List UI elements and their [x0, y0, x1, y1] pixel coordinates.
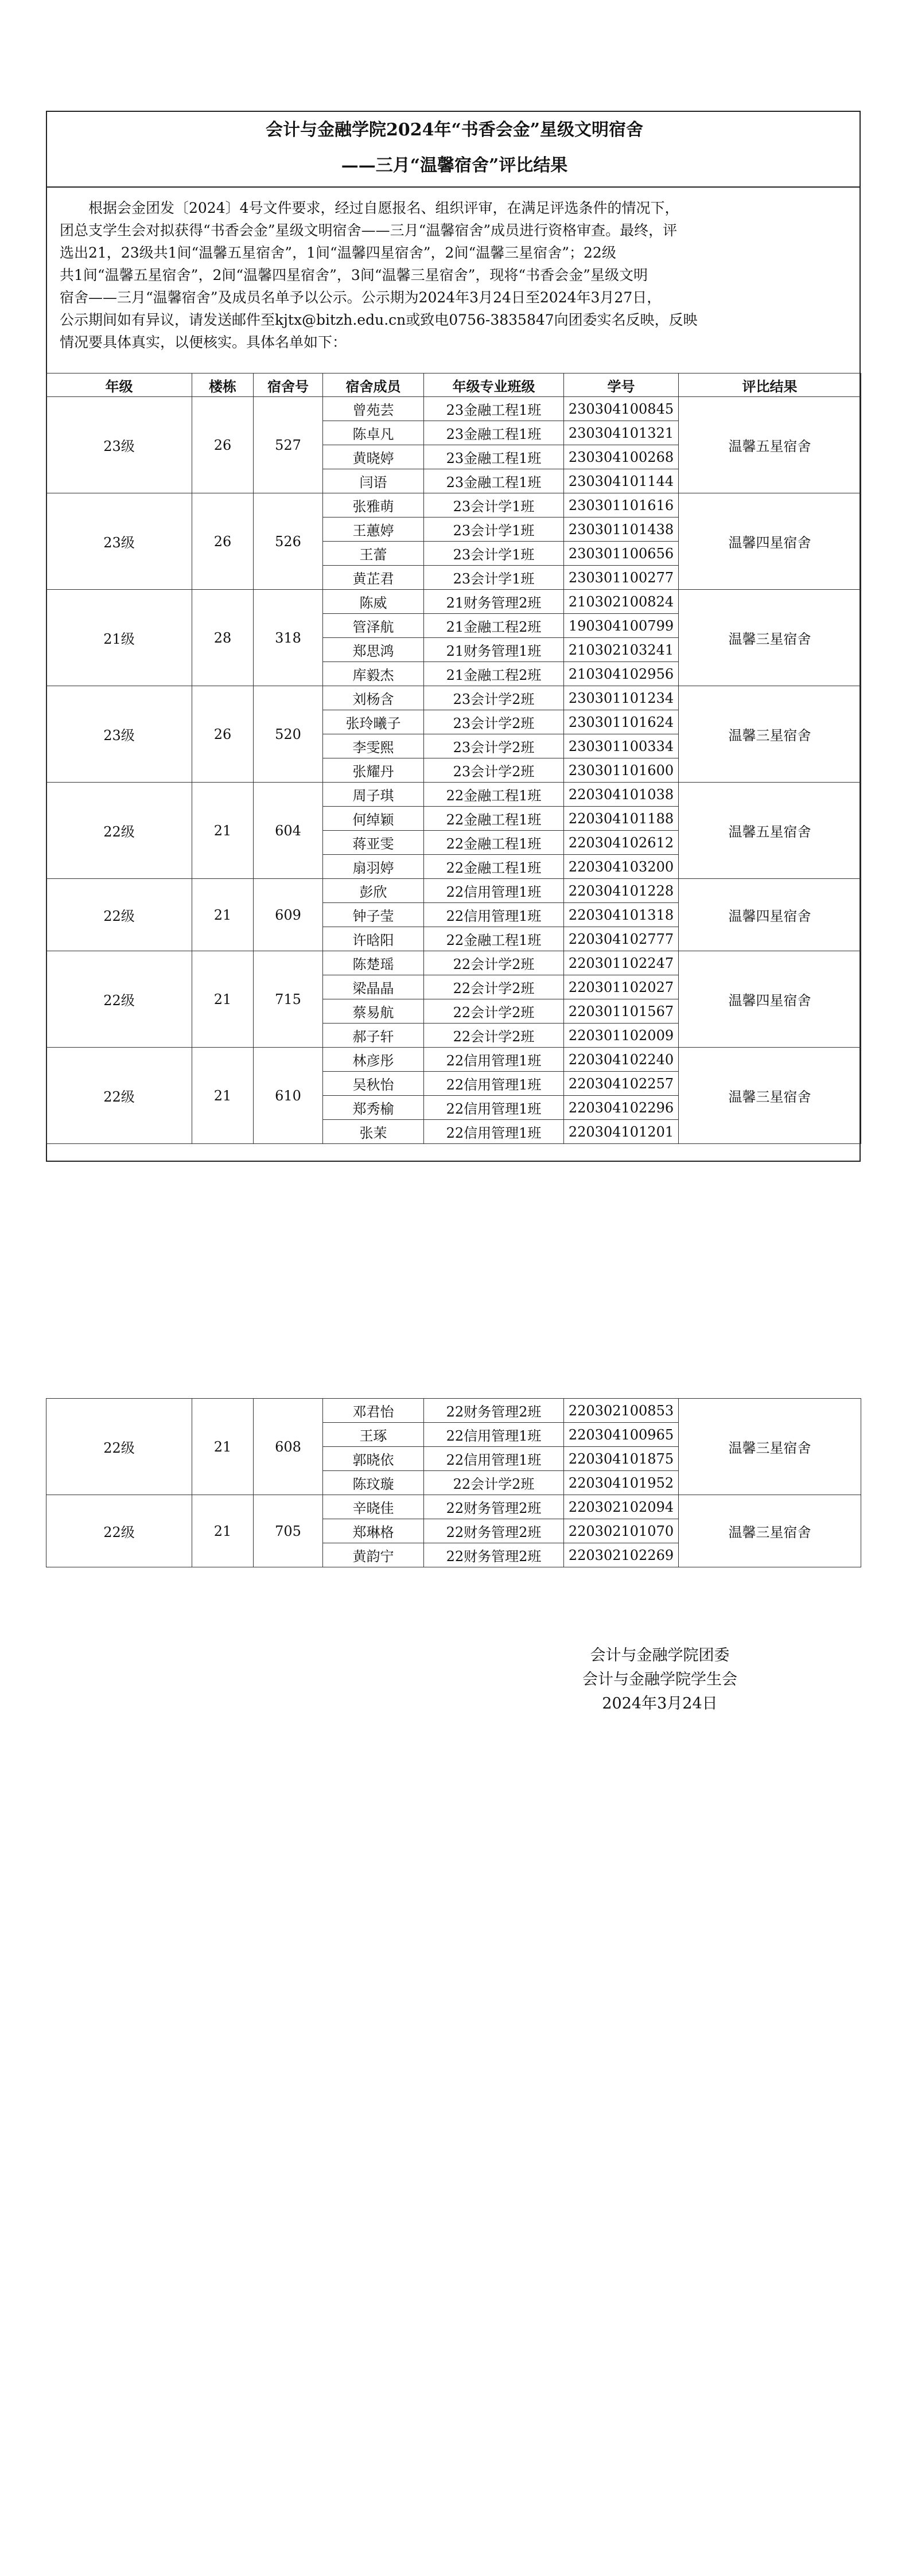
intro-line: 宿舍——三月“温馨宿舍”及成员名单予以公示。公示期为2024年3月24日至2024年3月27日，	[60, 289, 662, 306]
issuer-org-1: 会计与金融学院团委	[590, 1647, 730, 1664]
student-id-cell: 210304102956	[564, 662, 679, 686]
building-cell: 28	[192, 590, 254, 686]
building-cell: 26	[192, 686, 254, 783]
student-id-cell: 230301101600	[564, 758, 679, 783]
building-cell: 26	[192, 493, 254, 590]
student-id-cell: 230301100334	[564, 734, 679, 758]
table-header-row	[46, 373, 861, 397]
header-building: 楼栋	[192, 373, 254, 397]
room-cell: 520	[254, 686, 323, 783]
table-row	[46, 590, 861, 614]
student-id-cell: 220304102777	[564, 927, 679, 951]
member-name-cell: 闫语	[323, 469, 424, 493]
results-table-body	[46, 1399, 861, 1567]
header-result: 评比结果	[679, 373, 861, 397]
student-id-cell: 230301101234	[564, 686, 679, 710]
class-cell: 22财务管理2班	[424, 1495, 564, 1519]
class-cell: 22信用管理1班	[424, 903, 564, 927]
class-cell: 22信用管理1班	[424, 1096, 564, 1120]
results-table-body	[46, 397, 861, 1144]
member-name-cell: 邓君怡	[323, 1399, 424, 1423]
class-cell: 22信用管理1班	[424, 879, 564, 903]
member-name-cell: 何绰颖	[323, 807, 424, 831]
class-cell: 21财务管理2班	[424, 590, 564, 614]
member-name-cell: 郝子轩	[323, 1024, 424, 1048]
student-id-cell: 220302100853	[564, 1399, 679, 1423]
student-id-cell: 220302101070	[564, 1519, 679, 1543]
header-grade: 年级	[46, 373, 192, 397]
result-cell: 温馨五星宿舍	[679, 397, 861, 493]
header-student-id: 学号	[564, 373, 679, 397]
member-name-cell: 彭欣	[323, 879, 424, 903]
student-id-cell: 230304100268	[564, 445, 679, 469]
room-cell: 526	[254, 493, 323, 590]
student-id-cell: 220304101952	[564, 1471, 679, 1495]
class-cell: 21金融工程2班	[424, 662, 564, 686]
member-name-cell: 陈卓凡	[323, 421, 424, 445]
student-id-cell: 220304100965	[564, 1423, 679, 1447]
class-cell: 22金融工程1班	[424, 927, 564, 951]
class-cell: 23会计学2班	[424, 734, 564, 758]
result-cell: 温馨四星宿舍	[679, 493, 861, 590]
class-cell: 22会计学2班	[424, 951, 564, 975]
class-cell: 22金融工程1班	[424, 783, 564, 807]
class-cell: 22信用管理1班	[424, 1120, 564, 1144]
student-id-cell: 220304102240	[564, 1048, 679, 1072]
building-cell: 21	[192, 1495, 254, 1567]
member-name-cell: 张耀丹	[323, 758, 424, 783]
member-name-cell: 黄韵宁	[323, 1543, 424, 1567]
class-cell: 22信用管理1班	[424, 1072, 564, 1096]
building-cell: 26	[192, 397, 254, 493]
student-id-cell: 220304102296	[564, 1096, 679, 1120]
room-cell: 610	[254, 1048, 323, 1144]
member-name-cell: 郑思鸿	[323, 638, 424, 662]
table-row	[46, 1399, 861, 1423]
intro-line: 根据会金团发〔2024〕4号文件要求，经过自愿报名、组织评审，在满足评选条件的情况下，	[88, 200, 679, 216]
student-id-cell: 220304103200	[564, 855, 679, 879]
member-name-cell: 郭晓依	[323, 1447, 424, 1471]
title-divider	[47, 186, 860, 188]
member-name-cell: 林彦彤	[323, 1048, 424, 1072]
member-name-cell: 郑琳格	[323, 1519, 424, 1543]
class-cell: 22会计学2班	[424, 1471, 564, 1495]
building-cell: 21	[192, 879, 254, 951]
grade-cell: 23级	[46, 686, 192, 783]
class-cell: 23会计学1班	[424, 517, 564, 542]
result-cell: 温馨五星宿舍	[679, 783, 861, 879]
member-name-cell: 管泽航	[323, 614, 424, 638]
room-cell: 527	[254, 397, 323, 493]
building-cell: 21	[192, 1048, 254, 1144]
room-cell: 604	[254, 783, 323, 879]
table-row	[46, 1048, 861, 1072]
member-name-cell: 张玲曦子	[323, 710, 424, 734]
class-cell: 23金融工程1班	[424, 469, 564, 493]
class-cell: 22金融工程1班	[424, 807, 564, 831]
student-id-cell: 220302102094	[564, 1495, 679, 1519]
room-cell: 609	[254, 879, 323, 951]
class-cell: 22财务管理2班	[424, 1519, 564, 1543]
results-table-continued	[46, 1398, 861, 1567]
intro-line: 共1间“温馨五星宿舍”，2间“温馨四星宿舍”，3间“温馨三星宿舍”，现将“书香会金”星级文明	[60, 267, 648, 283]
class-cell: 22财务管理2班	[424, 1543, 564, 1567]
class-cell: 23会计学1班	[424, 493, 564, 517]
member-name-cell: 辛晓佳	[323, 1495, 424, 1519]
class-cell: 22信用管理1班	[424, 1048, 564, 1072]
class-cell: 22金融工程1班	[424, 831, 564, 855]
header-members: 宿舍成员	[323, 373, 424, 397]
result-cell: 温馨三星宿舍	[679, 590, 861, 686]
student-id-cell: 220301102027	[564, 975, 679, 999]
class-cell: 23会计学2班	[424, 710, 564, 734]
grade-cell: 21级	[46, 590, 192, 686]
member-name-cell: 梁晶晶	[323, 975, 424, 999]
member-name-cell: 库毅杰	[323, 662, 424, 686]
student-id-cell: 230304101321	[564, 421, 679, 445]
member-name-cell: 李雯熙	[323, 734, 424, 758]
member-name-cell: 曾苑芸	[323, 397, 424, 421]
class-cell: 22信用管理1班	[424, 1423, 564, 1447]
member-name-cell: 钟子莹	[323, 903, 424, 927]
table-row	[46, 397, 861, 421]
room-cell: 318	[254, 590, 323, 686]
member-name-cell: 黄晓婷	[323, 445, 424, 469]
header-room: 宿舍号	[254, 373, 323, 397]
issue-date: 2024年3月24日	[602, 1695, 718, 1713]
class-cell: 22信用管理1班	[424, 1447, 564, 1471]
result-cell: 温馨四星宿舍	[679, 951, 861, 1048]
student-id-cell: 220304101875	[564, 1447, 679, 1471]
member-name-cell: 王蕾	[323, 542, 424, 566]
member-name-cell: 周子琪	[323, 783, 424, 807]
student-id-cell: 230301100277	[564, 566, 679, 590]
table-row	[46, 1495, 861, 1519]
class-cell: 23金融工程1班	[424, 445, 564, 469]
member-name-cell: 黄芷君	[323, 566, 424, 590]
student-id-cell: 220304101188	[564, 807, 679, 831]
grade-cell: 23级	[46, 493, 192, 590]
room-cell: 715	[254, 951, 323, 1048]
intro-line: 选出21，23级共1间“温馨五星宿舍”，1间“温馨四星宿舍”，2间“温馨三星宿舍”；22级	[60, 244, 616, 261]
grade-cell: 22级	[46, 1399, 192, 1495]
student-id-cell: 220301102247	[564, 951, 679, 975]
table-row	[46, 879, 861, 903]
table-row	[46, 783, 861, 807]
student-id-cell: 210302100824	[564, 590, 679, 614]
class-cell: 23金融工程1班	[424, 421, 564, 445]
intro-line: 团总支学生会对拟获得“书香会金”星级文明宿舍——三月“温馨宿舍”成员进行资格审查。最终，评	[60, 222, 678, 239]
member-name-cell: 张茉	[323, 1120, 424, 1144]
student-id-cell: 220304102257	[564, 1072, 679, 1096]
grade-cell: 22级	[46, 1495, 192, 1567]
student-id-cell: 220304101038	[564, 783, 679, 807]
member-name-cell: 郑秀榆	[323, 1096, 424, 1120]
intro-line: 公示期间如有异议，请发送邮件至kjtx@bitzh.edu.cn或致电0756-3835847向团委实名反映，反映	[60, 312, 698, 328]
class-cell: 23会计学2班	[424, 758, 564, 783]
class-cell: 23金融工程1班	[424, 397, 564, 421]
building-cell: 21	[192, 1399, 254, 1495]
student-id-cell: 220301102009	[564, 1024, 679, 1048]
member-name-cell: 扇羽婷	[323, 855, 424, 879]
student-id-cell: 230304101144	[564, 469, 679, 493]
grade-cell: 22级	[46, 1048, 192, 1144]
member-name-cell: 许晗阳	[323, 927, 424, 951]
student-id-cell: 230301101624	[564, 710, 679, 734]
member-name-cell: 陈威	[323, 590, 424, 614]
student-id-cell: 210302103241	[564, 638, 679, 662]
class-cell: 21金融工程2班	[424, 614, 564, 638]
result-cell: 温馨三星宿舍	[679, 1399, 861, 1495]
class-cell: 22财务管理2班	[424, 1399, 564, 1423]
grade-cell: 22级	[46, 783, 192, 879]
student-id-cell: 190304100799	[564, 614, 679, 638]
document-subtitle: ——三月“温馨宿舍”评比结果	[341, 155, 568, 176]
document-title: 会计与金融学院2024年“书香会金”星级文明宿舍	[265, 120, 643, 140]
results-table	[46, 373, 861, 1144]
member-name-cell: 蒋亚雯	[323, 831, 424, 855]
result-cell: 温馨三星宿舍	[679, 1495, 861, 1567]
student-id-cell: 220302102269	[564, 1543, 679, 1567]
member-name-cell: 蔡易航	[323, 999, 424, 1024]
student-id-cell: 220304101201	[564, 1120, 679, 1144]
member-name-cell: 陈玟璇	[323, 1471, 424, 1495]
member-name-cell: 吴秋怡	[323, 1072, 424, 1096]
room-cell: 705	[254, 1495, 323, 1567]
class-cell: 21财务管理1班	[424, 638, 564, 662]
building-cell: 21	[192, 783, 254, 879]
member-name-cell: 张雅萌	[323, 493, 424, 517]
student-id-cell: 230304100845	[564, 397, 679, 421]
class-cell: 23会计学2班	[424, 686, 564, 710]
result-cell: 温馨三星宿舍	[679, 1048, 861, 1144]
student-id-cell: 230301100656	[564, 542, 679, 566]
member-name-cell: 王蕙婷	[323, 517, 424, 542]
class-cell: 23会计学1班	[424, 542, 564, 566]
class-cell: 22金融工程1班	[424, 855, 564, 879]
building-cell: 21	[192, 951, 254, 1048]
student-id-cell: 220304101318	[564, 903, 679, 927]
grade-cell: 22级	[46, 879, 192, 951]
result-cell: 温馨三星宿舍	[679, 686, 861, 783]
room-cell: 608	[254, 1399, 323, 1495]
class-cell: 23会计学1班	[424, 566, 564, 590]
grade-cell: 23级	[46, 397, 192, 493]
intro-paragraph	[60, 197, 849, 353]
student-id-cell: 220304101228	[564, 879, 679, 903]
student-id-cell: 230301101616	[564, 493, 679, 517]
member-name-cell: 刘杨含	[323, 686, 424, 710]
student-id-cell: 220301101567	[564, 999, 679, 1024]
result-cell: 温馨四星宿舍	[679, 879, 861, 951]
member-name-cell: 王琢	[323, 1423, 424, 1447]
grade-cell: 22级	[46, 951, 192, 1048]
header-class: 年级专业班级	[424, 373, 564, 397]
intro-line: 情况要具体真实，以便核实。具体名单如下：	[60, 334, 347, 351]
issuer-org-2: 会计与金融学院学生会	[582, 1671, 737, 1688]
class-cell: 22会计学2班	[424, 1024, 564, 1048]
signature-block	[516, 1644, 803, 1716]
class-cell: 22会计学2班	[424, 999, 564, 1024]
student-id-cell: 230301101438	[564, 517, 679, 542]
class-cell: 22会计学2班	[424, 975, 564, 999]
table-row	[46, 951, 861, 975]
table-row	[46, 493, 861, 517]
member-name-cell: 陈楚瑶	[323, 951, 424, 975]
student-id-cell: 220304102612	[564, 831, 679, 855]
table-row	[46, 686, 861, 710]
